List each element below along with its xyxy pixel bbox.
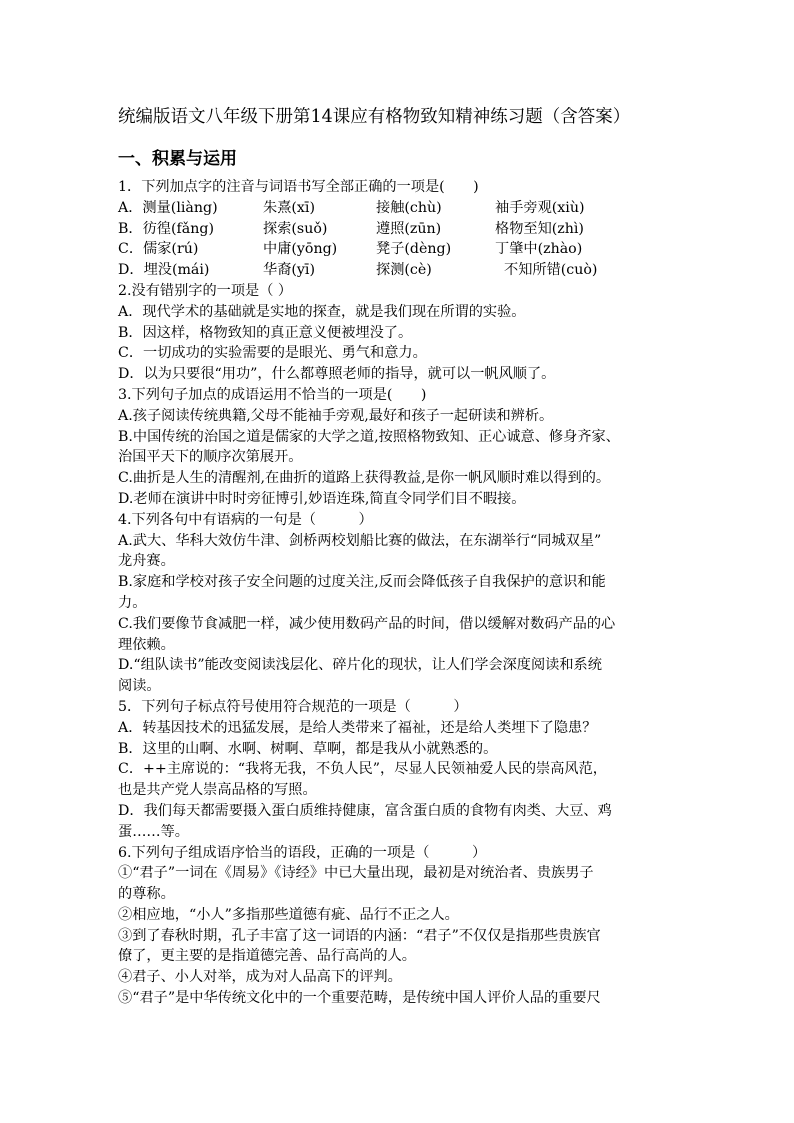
option-word: 朱熹(xī) bbox=[263, 199, 315, 216]
text-line: A.武大、华科大效仿牛津、剑桥两校划船比赛的做法，在东湖举行“同城双星” bbox=[118, 532, 602, 549]
option-word: 不知所错(cuò) bbox=[495, 262, 598, 279]
text-line: B.中国传统的治国之道是儒家的大学之道,按照格物致知、正心诚意、修身齐家、 bbox=[118, 428, 620, 445]
question-1-stem: 1．下列加点字的注音与词语书写全部正确的一项是( ) bbox=[118, 179, 479, 195]
text-line: C.我们要像节食减肥一样，减少使用数码产品的时间，借以缓解对数码产品的心 bbox=[118, 615, 616, 632]
text-line: C.曲折是人生的清醒剂,在曲折的道路上获得教益,是你一帆风顺时难以得到的。 bbox=[118, 470, 611, 487]
text-line: 力。 bbox=[118, 594, 147, 611]
option-word: A．测量(liàng) bbox=[118, 199, 218, 216]
text-line: 龙舟赛。 bbox=[118, 553, 175, 570]
option-word: D．埋没(mái) bbox=[118, 262, 210, 279]
text-line: 4.下列各句中有语病的一句是（ ） bbox=[118, 511, 373, 528]
text-line: 也是共产党人崇高品格的写照。 bbox=[118, 782, 317, 799]
option-word: 凳子(dèng) bbox=[376, 241, 452, 258]
text-line: 理依赖。 bbox=[118, 636, 175, 653]
question-1-option-b bbox=[118, 219, 688, 240]
section-heading: 一、积累与运用 bbox=[118, 149, 237, 169]
text-line: D．我们每天都需要摄入蛋白质维持健康，富含蛋白质的食物有肉类、大豆、鸡 bbox=[118, 802, 612, 819]
text-line: D.老师在演讲中时时旁征博引,妙语连珠,简直令同学们目不暇接。 bbox=[118, 490, 526, 507]
option-word: 探测(cè) bbox=[376, 262, 432, 279]
text-line: 6.下列句子组成语序恰当的语段，正确的一项是（ ） bbox=[118, 844, 487, 861]
option-word: 格物至知(zhì) bbox=[495, 220, 584, 237]
text-line: 3.下列句子加点的成语运用不恰当的一项是( ) bbox=[118, 386, 427, 403]
option-word: 中庸(yōng) bbox=[263, 241, 338, 258]
text-line: B．因这样，格物致知的真正意义便被埋没了。 bbox=[118, 324, 413, 341]
text-line: 2.没有错别字的一项是（ ） bbox=[118, 282, 293, 299]
text-line: ③到了春秋时期，孔子丰富了这一词语的内涵：“君子”不仅仅是指那些贵族官 bbox=[118, 927, 601, 944]
text-line: ④君子、小人对举，成为对人品高下的评判。 bbox=[118, 969, 402, 986]
text-line: B．这里的山啊、水啊、树啊、草啊，都是我从小就熟悉的。 bbox=[118, 740, 498, 757]
text-line: A.孩子阅读传统典籍,父母不能袖手旁观,最好和孩子一起研读和辨析。 bbox=[118, 407, 554, 424]
option-word: 袖手旁观(xiù) bbox=[495, 199, 585, 216]
question-1-option-a bbox=[118, 198, 688, 219]
text-line: 僚了，更主要的是指道德完善、品行高尚的人。 bbox=[118, 948, 416, 965]
option-word: 遵照(zūn) bbox=[376, 220, 442, 237]
question-1-option-d bbox=[118, 260, 688, 281]
text-line: D.“组队读书”能改变阅读浅层化、碎片化的现状，让人们学会深度阅读和系统 bbox=[118, 657, 602, 674]
text-line: ②相应地，“小人”多指那些道德有疵、品行不正之人。 bbox=[118, 906, 459, 923]
text-line: 治国平天下的顺序次第展开。 bbox=[118, 449, 303, 466]
text-line: C．++主席说的：“我将无我，不负人民”，尽显人民领袖爱人民的崇高风范， bbox=[118, 761, 607, 778]
document-title: 统编版语文八年级下册第14课应有格物致知精神练习题（含答案） bbox=[118, 107, 631, 127]
exercise-content bbox=[118, 177, 688, 1009]
text-line: 阅读。 bbox=[118, 678, 161, 695]
text-line: 的尊称。 bbox=[118, 886, 175, 903]
text-line: 5．下列句子标点符号使用符合规范的一项是（ ） bbox=[118, 698, 468, 715]
question-1-option-c bbox=[118, 239, 688, 260]
option-word: 丁肇中(zhào) bbox=[495, 241, 583, 258]
text-line: 蛋……等。 bbox=[118, 823, 189, 840]
text-line: D．以为只要很“用功”，什么都尊照老师的指导，就可以一帆风顺了。 bbox=[118, 366, 556, 383]
option-word: 华裔(yī) bbox=[263, 262, 315, 279]
text-line: ⑤“君子”是中华传统文化中的一个重要范畴，是传统中国人评价人品的重要尺 bbox=[118, 990, 601, 1007]
option-word: 探索(suǒ) bbox=[263, 220, 328, 237]
option-word: B．彷徨(fǎng) bbox=[118, 220, 214, 237]
text-line: ①“君子”一词在《周易》《诗经》中已大量出现，最初是对统治者、贵族男子 bbox=[118, 865, 594, 882]
text-line: B.家庭和学校对孩子安全问题的过度关注,反而会降低孩子自我保护的意识和能 bbox=[118, 574, 606, 591]
text-line: A．现代学术的基础就是实地的探查，就是我们现在所谓的实验。 bbox=[118, 303, 526, 320]
option-word: 接触(chù) bbox=[376, 199, 442, 216]
text-line: A．转基因技术的迅猛发展，是给人类带来了福祉，还是给人类埋下了隐患？ bbox=[118, 719, 597, 736]
option-word: C．儒家(rú) bbox=[118, 241, 199, 258]
text-line: C．一切成功的实验需要的是眼光、勇气和意力。 bbox=[118, 345, 427, 362]
